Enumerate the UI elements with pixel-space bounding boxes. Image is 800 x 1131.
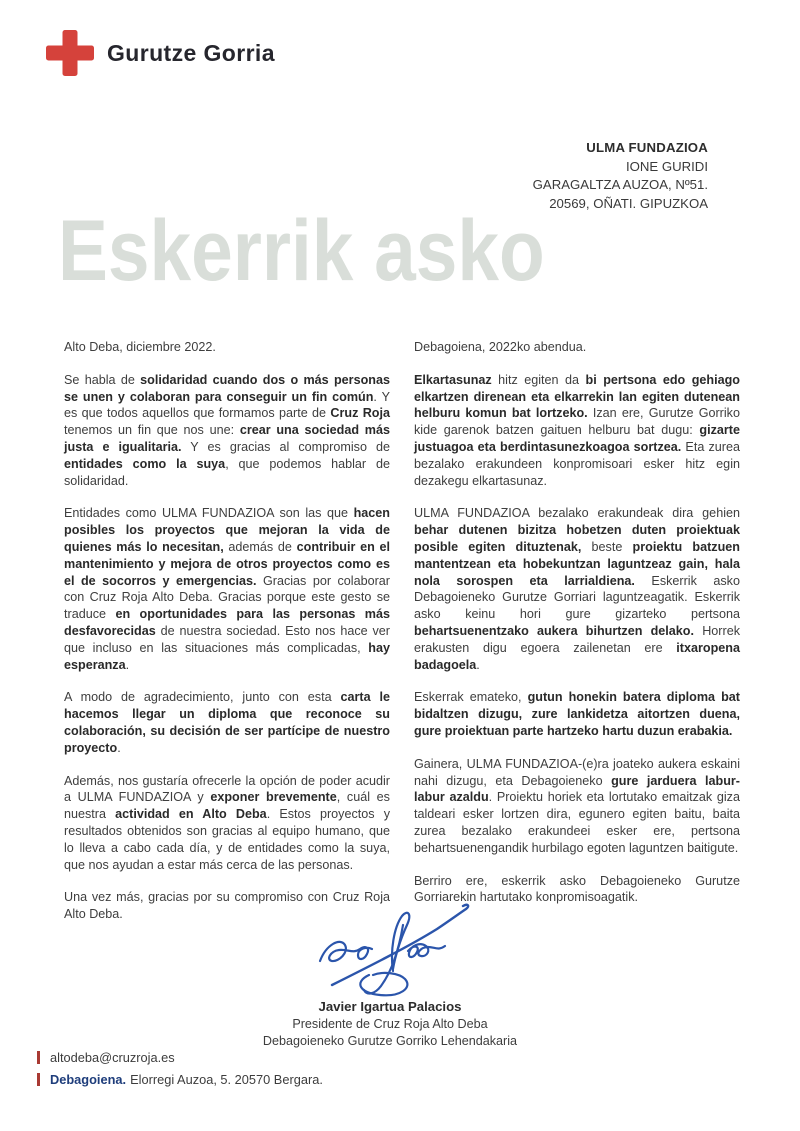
recipient-org: ULMA FUNDAZIOA [586, 140, 708, 155]
paragraph-es-5: Una vez más, gracias por su compromiso con Cruz Roja Alto Deba. [64, 890, 390, 922]
footer-email: altodeba@cruzroja.es [50, 1050, 175, 1065]
red-bar-icon [37, 1051, 40, 1064]
dateline-es: Alto Deba, diciembre 2022. [64, 340, 216, 354]
signer-name: Javier Igartua Palacios [318, 999, 462, 1014]
paragraph-es-1: Se habla de solidaridad cuando dos o más personas se unen y colaboran para conseguir un fin común. Y es que todos aquellos que formamos parte de Cruz Roja tenemos un fin que nos une: crear una sociedad más justa e igualitaria. Y es gracias al compromiso de entidades como la suya, que podemos hablar de solidaridad. [64, 372, 391, 488]
red-bar-icon [37, 1073, 40, 1086]
signer-role-eu: Debagoieneko Gurutze Gorriko Lehendakaria [262, 1034, 518, 1048]
paragraph-es-4: Además, nos gustaría ofrecerle la opción de poder acudir a ULMA FUNDAZIOA y exponer brevemente, cuál es nuestra actividad en Alto Deba. Estos proyectos y resultados obtenidos son gracias al equipo humano, que lo lleva a cabo cada día, y de entidades como la suya, que nos ayudan a estar más cerca de las personas. [64, 773, 390, 872]
org-logo [46, 30, 275, 76]
paragraph-eu-1: Elkartasunaz hitz egiten da bi pertsona edo gehiago elkartzen direnean eta elkarrekin lan egiten dutenean helburu komun bat lortzeko. Izan ere, Gurutze Gorriko kide garenok batzen gaituen helburu bat dugu: gizarte justuagoa eta berdintasunezkoagoa sortzea. Eta zurea bezalako erakundeen konpromisoari esker hitz egin dezakegu elkartasunaz. [414, 372, 740, 488]
letter-column-spanish [64, 339, 390, 939]
paragraph-eu-3: Eskerrak emateko, gutun honekin batera diploma bat bidaltzen dizugu, zure lankidetza aitortzen duena, gure proiektuan parte hartzeko hartu duzun erabakia. [414, 690, 740, 738]
dateline-eu: Debagoiena, 2022ko abendua. [414, 340, 587, 354]
recipient-city: 20569, OÑATI. GIPUZKOA [549, 195, 708, 211]
footer-email-row [37, 1049, 323, 1066]
signer-role-es: Presidente de Cruz Roja Alto Deba [292, 1016, 488, 1031]
watermark-text: Eskerrik asko [58, 203, 545, 299]
recipient-person: IONE GURIDI [625, 158, 708, 174]
paragraph-es-3: A modo de agradecimiento, junto con esta carta le hacemos llegar un diploma que reconoce su colaboración, su decisión de ser partícipe de nuestro proyecto. [64, 690, 391, 755]
paragraph-eu-4: Gainera, ULMA FUNDAZIOA-(e)ra joateko aukera eskaini nahi dizugu, eta Debagoieneko gure jarduera labur-labur azaldu. Proiektu horiek eta lortutako emaitzak giza taldeari esker lortzen dira, egunero egiten baitu, baita zurea bezalako erakundeei esker ere, pertsona behartsuenengandik hurbilago egoten laguntzen baitigute. [414, 756, 740, 855]
handwritten-signature-image [296, 899, 511, 1004]
letter-body [64, 339, 740, 939]
recipient-address-block [533, 139, 708, 213]
letter-column-basque [414, 339, 740, 939]
red-cross-icon [46, 30, 94, 76]
footer-contact-block [37, 1049, 323, 1093]
paragraph-eu-5: Berriro ere, eskerrik asko Debagoieneko Gurutze Gorriarekin hartutako konpromisoagatik. [414, 873, 740, 905]
signer-block [220, 998, 560, 1051]
paragraph-eu-2: ULMA FUNDAZIOA bezalako erakundeak dira gehien behar dutenen bizitza hobetzen duten proiektuak posible egiten dituztenak, beste proiektu batzuen mantentzean eta hobekuntzan laguntzeaz gain, hala nola sorospen eta larrialdiena. Eskerrik asko Debagoieneko Gurutze Gorriari laguntzeagatik. Eskerrik asko keinu hori gure gizarteko pertsona behartsuenentzako aukera bihurtzen delako. Horrek erakusten digu egoera zailenetan ere itxaropena badagoela. [414, 506, 740, 672]
org-name: Gurutze Gorria [107, 39, 275, 66]
footer-address-row [37, 1071, 323, 1088]
footer-location-address: Elorregi Auzoa, 5. 20570 Bergara. [130, 1072, 323, 1087]
paragraph-es-2: Entidades como ULMA FUNDAZIOA son las que hacen posibles los proyectos que mejoran la vida de quienes más lo necesitan, además de contribuir en el mantenimiento y mejora de otros proyectos como es el de socorros y emergencias. Gracias por colaborar con Cruz Roja Alto Deba. Gracias porque este gesto se traduce en oportunidades para las personas más desfavorecidas de nuestra sociedad. Esto nos hace ver que incluso en las situaciones más complicadas, hay esperanza. [64, 506, 390, 672]
footer-location-name: Debagoiena. [50, 1072, 127, 1087]
recipient-street: GARAGALTZA AUZOA, Nº51. [532, 177, 708, 192]
